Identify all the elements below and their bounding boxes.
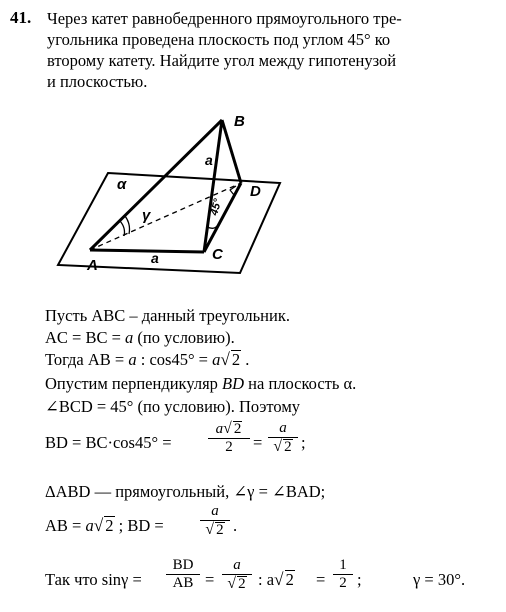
label-vertex-b: B xyxy=(234,113,245,130)
solution-line-6-pre: BD = BC·cos45° = xyxy=(45,433,172,452)
segment-ac xyxy=(90,250,204,252)
sqrt-sign: √ xyxy=(93,516,104,535)
solution-line-3 xyxy=(45,350,249,370)
fraction-denominator xyxy=(200,521,230,539)
fraction-numerator: 1 xyxy=(339,557,347,573)
fraction-bd-over-ab xyxy=(166,557,200,592)
segment-ab xyxy=(90,120,225,250)
fraction-denominator: AB xyxy=(172,575,194,591)
solution-line-4-pre: Опустим перпендикуляр xyxy=(45,374,223,393)
solution-line-3-radicand: 2 xyxy=(231,350,241,369)
sqrt-sign: √ xyxy=(205,521,215,538)
solution-line-2-pre: AC = BC = xyxy=(45,328,126,347)
angle-gamma-arc xyxy=(125,216,130,234)
solution-line-3-pre: Тогда AB = xyxy=(45,350,129,369)
problem-line-2: угольника проведена плоскость под углом 45° ко xyxy=(47,30,391,49)
label-gamma: γ xyxy=(142,207,151,224)
fraction-a-over-sqrt2 xyxy=(200,503,230,539)
fraction-numerator: a xyxy=(279,420,287,436)
solution-line-4-post: на плоскость α. xyxy=(244,374,357,393)
fraction-a-sqrt2-over-2 xyxy=(208,420,250,456)
semicolon: ; xyxy=(301,433,306,452)
divide-a: : a xyxy=(258,570,275,589)
solution-line-9-mid xyxy=(258,570,295,590)
period: . xyxy=(233,516,238,535)
solution-line-2-post: (по условию). xyxy=(133,328,235,347)
sqrt-sign: √ xyxy=(220,350,230,369)
frac-num-a: a xyxy=(215,421,224,437)
fraction-numerator: BD xyxy=(172,557,194,573)
fraction-a-over-sqrt2 xyxy=(268,420,298,456)
solution-line-2-a: a xyxy=(125,328,134,347)
fraction-denominator xyxy=(222,575,252,593)
sqrt-sign: √ xyxy=(227,575,237,592)
semicolon: ; xyxy=(357,570,362,589)
solution-line-2 xyxy=(45,328,235,348)
label-side-bc: a xyxy=(205,152,213,168)
equals-sign: = xyxy=(205,570,215,589)
solution-line-8-a: a xyxy=(85,516,94,535)
geometry-figure xyxy=(0,0,506,300)
solution-line-4-bd: BD xyxy=(222,374,245,393)
solution-line-9-pre: Так что sinγ = xyxy=(45,570,142,589)
fraction-numerator: a xyxy=(233,557,241,573)
problem-number: 41. xyxy=(10,8,32,27)
fraction-a-over-sqrt2 xyxy=(222,557,252,593)
solution-line-8-radicand: 2 xyxy=(105,516,114,535)
label-side-ac: a xyxy=(151,250,159,266)
solution-line-4 xyxy=(45,374,356,394)
fraction-numerator: a xyxy=(211,503,219,519)
fraction-one-half xyxy=(333,557,353,592)
equals-sign: = xyxy=(253,433,263,452)
solution-line-8 xyxy=(45,516,164,536)
sqrt-sign: √ xyxy=(273,438,283,455)
solution-line-9-radicand: 2 xyxy=(285,570,294,589)
fraction-numerator xyxy=(208,420,250,438)
fraction-denominator xyxy=(268,438,298,456)
solution-line-8-pre: AB = xyxy=(45,516,86,535)
sqrt-sign: √ xyxy=(274,570,284,589)
sqrt-sign: √ xyxy=(223,420,232,437)
solution-line-3-mid: : cos45° = xyxy=(136,350,213,369)
frac-den-radicand: 2 xyxy=(238,576,246,592)
angle-gamma-arc-2 xyxy=(120,221,125,236)
frac-num-radicand: 2 xyxy=(233,421,242,437)
frac-den-radicand: 2 xyxy=(216,522,224,538)
label-vertex-a: A xyxy=(87,257,98,274)
label-vertex-c: C xyxy=(212,246,223,263)
fraction-denominator: 2 xyxy=(339,575,347,591)
fraction-denominator: 2 xyxy=(225,439,233,455)
equals-sign: = xyxy=(316,570,326,589)
label-vertex-d: D xyxy=(250,183,261,200)
solution-line-8-mid: ; BD = xyxy=(114,516,164,535)
answer: γ = 30°. xyxy=(413,570,466,589)
solution-line-1: Пусть ABC – данный треугольник. xyxy=(45,306,290,325)
label-plane-alpha: α xyxy=(117,176,127,193)
problem-line-4: и плоскостью. xyxy=(47,72,148,91)
solution-line-3-a2: a xyxy=(212,350,221,369)
solution-line-5: ∠BCD = 45° (по условию). Поэтому xyxy=(45,397,301,416)
solution-line-7: ΔABD — прямоугольный, ∠γ = ∠BAD; xyxy=(45,482,326,501)
frac-den-radicand: 2 xyxy=(284,439,292,455)
solution-line-3-post: . xyxy=(241,350,250,369)
solution-line-3-a: a xyxy=(128,350,137,369)
problem-line-3: второму катету. Найдите угол между гипотенузой xyxy=(47,51,397,70)
label-angle-45: 45° xyxy=(208,197,225,217)
problem-line-1: Через катет равнобедренного прямоугольного тре- xyxy=(47,9,402,28)
